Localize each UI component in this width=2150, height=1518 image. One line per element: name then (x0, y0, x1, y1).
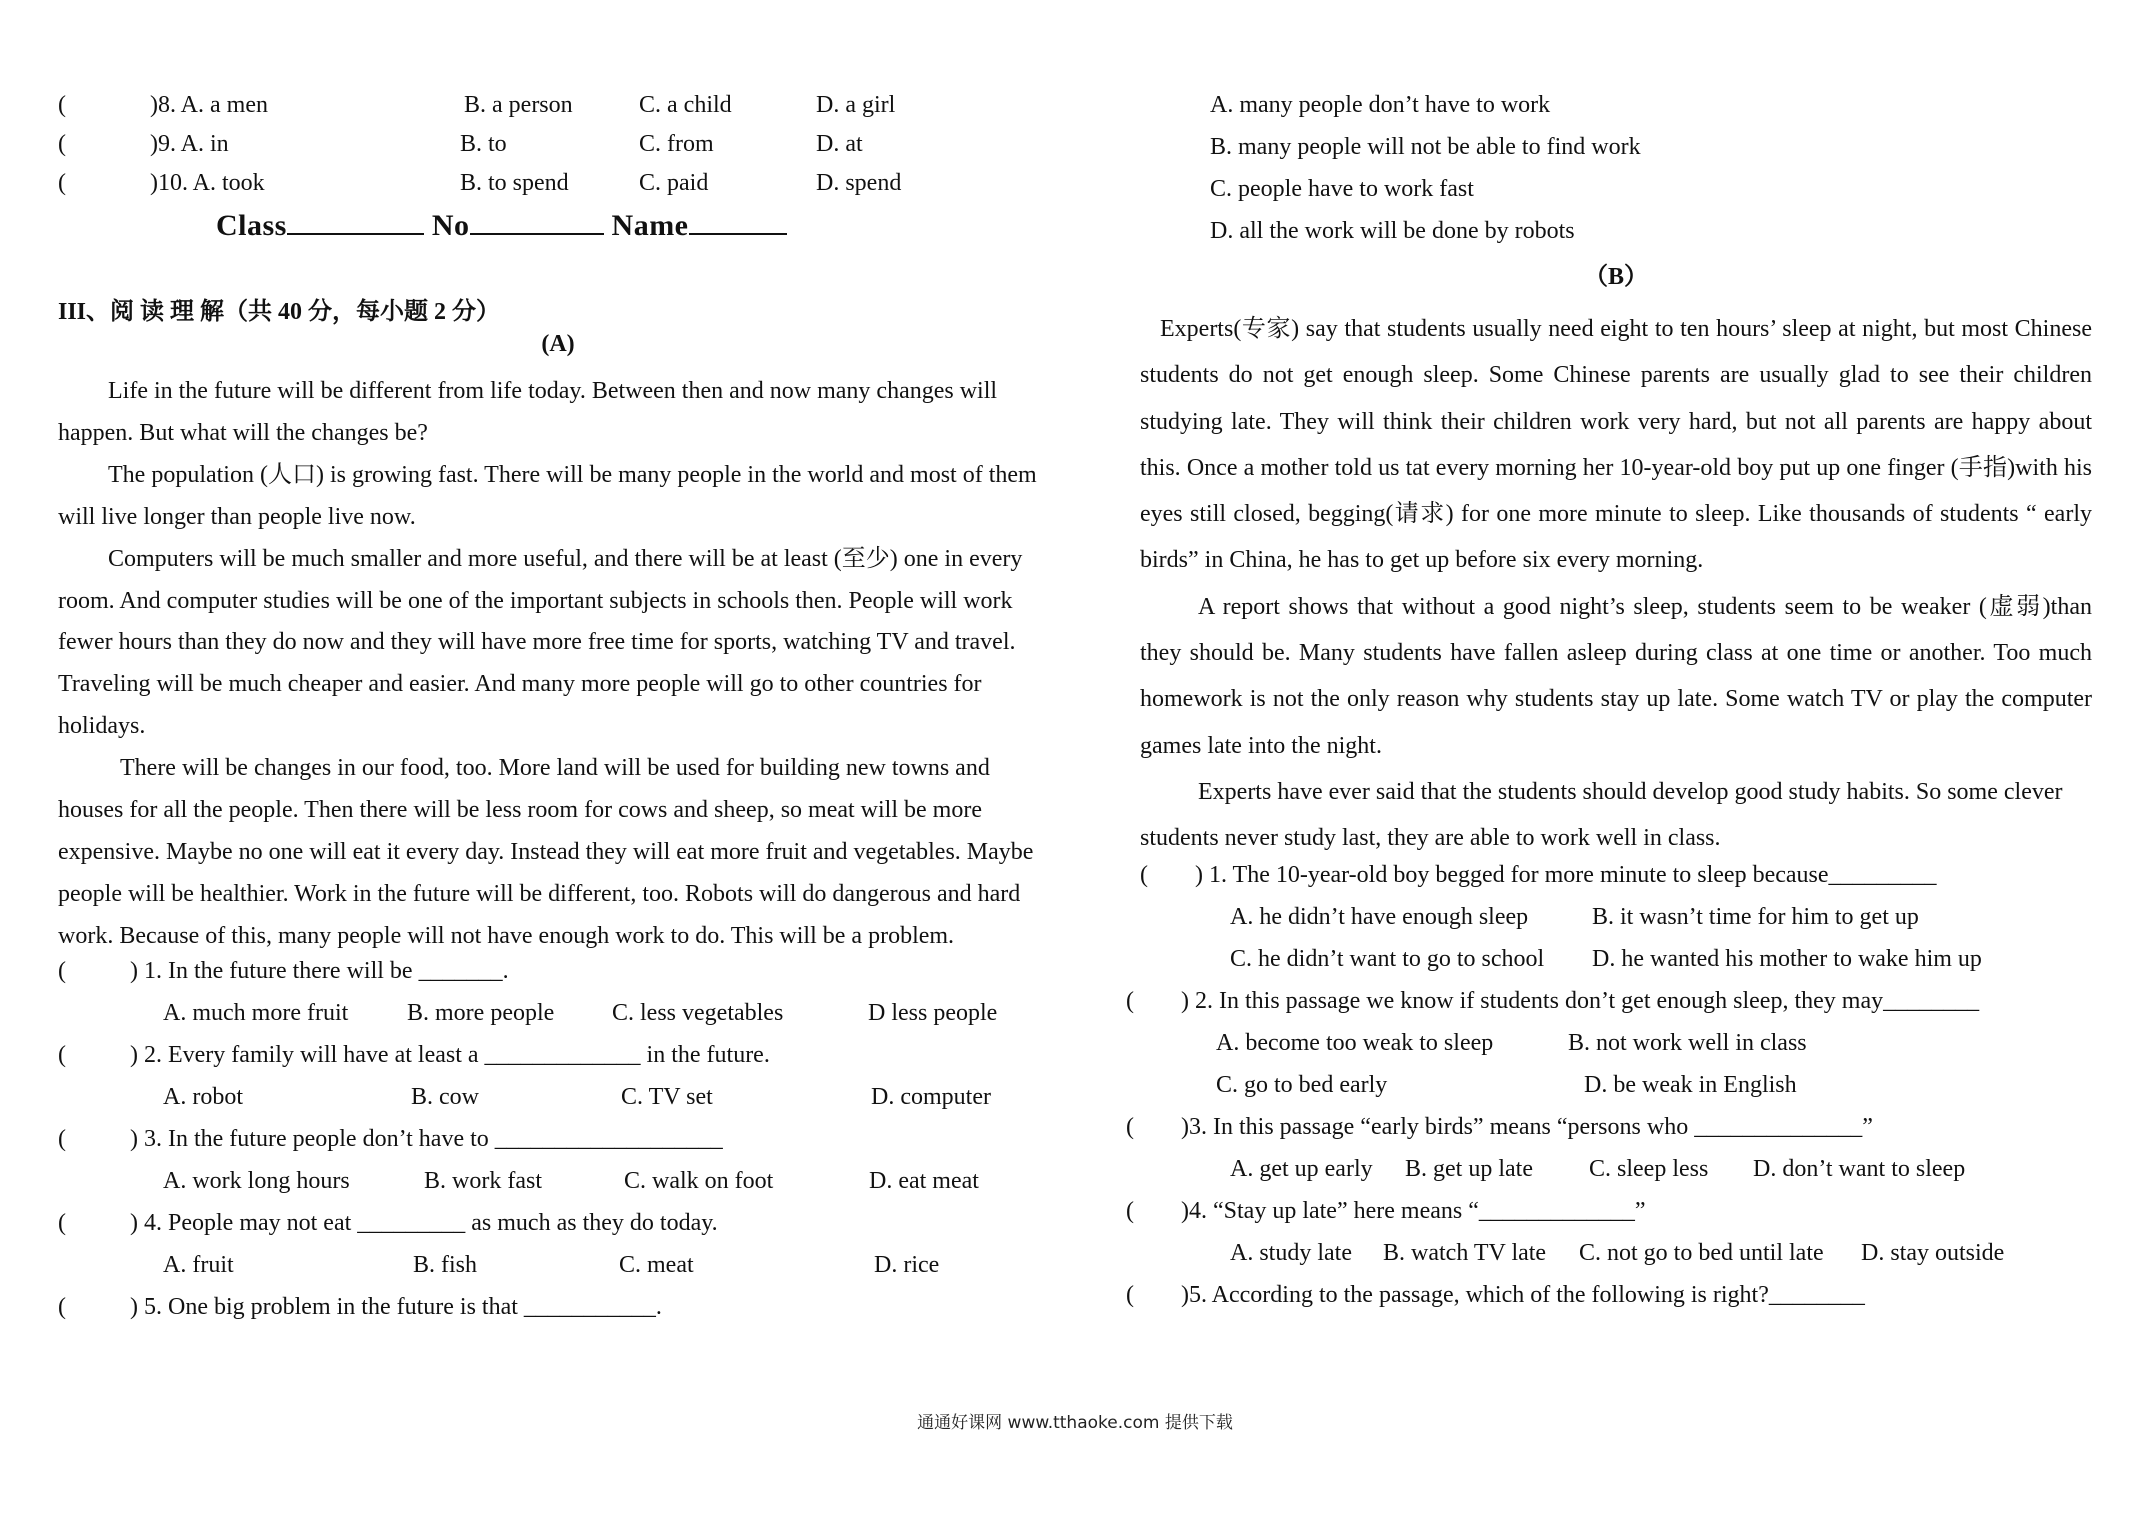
cloze-question-8: ( )8. A. a men B. a person C. a child D. a girl (58, 92, 1058, 131)
question-stem: )5. According to the passage, which of the following is right?________ (1181, 1281, 1865, 1308)
question-stem: ) 5. One big problem in the future is that ___________. (130, 1293, 662, 1320)
cloze-option-a: )9. A. in (150, 131, 229, 157)
question-stem: ) 2. Every family will have at least a _____________ in the future. (130, 1041, 770, 1068)
reading-a-question-1: ( ) 1. In the future there will be _______. A. much more fruit B. more people C. less vegetables D less people (58, 957, 998, 1026)
option-c: C. less vegetables (612, 999, 784, 1026)
option-c: C. not go to bed until late (1579, 1239, 1824, 1266)
cloze-option-c: C. a child (639, 92, 732, 118)
cloze-option-d: D. at (816, 131, 863, 157)
reading-a-question-5-options (1140, 92, 2092, 260)
option-a: A. many people don’t have to work (1210, 92, 1551, 118)
passage-b-paragraph: Experts(专家) say that students usually need eight to ten hours’ sleep at night, but most Chinese students do not get enough sleep. Some Chinese parents are usually glad to see their children studying late. They will think their children work very hard, but not all parents are happy about this. Once a mother told us tat every morning her 10-year-old boy put up one finger (手指)with his eyes still closed, begging(请求) for one more minute to sleep. Like thousands of students “ early birds” in China, he has to get up before six every morning. (1140, 316, 2092, 574)
option-c: C. he didn’t want to go to school (1230, 945, 1545, 972)
question-stem: ) 3. In the future people don’t have to ___________________ (130, 1125, 723, 1152)
option-a: A. much more fruit (163, 999, 349, 1026)
question-stem: )3. In this passage “early birds” means “persons who ______________” (1181, 1113, 1873, 1140)
option-d: D. rice (874, 1251, 940, 1278)
reading-b-question-4: ( )4. “Stay up late” here means “_____________” A. study late B. watch TV late C. not go to bed until late D. stay outside (1126, 1197, 2005, 1266)
reading-a-question-5: ( ) 5. One big problem in the future is that ___________. (58, 1293, 662, 1320)
class-blank[interactable] (287, 207, 424, 235)
number-blank[interactable] (470, 207, 604, 235)
passage-a-title: (A) (541, 331, 575, 357)
option-c: C. go to bed early (1216, 1071, 1388, 1098)
question-stem: ) 1. The 10-year-old boy begged for more minute to sleep because_________ (1195, 861, 1937, 888)
option-a: A. become too weak to sleep (1216, 1029, 1494, 1056)
name-label: Name (611, 209, 689, 242)
option-a: A. fruit (163, 1251, 234, 1278)
class-label: Class (216, 209, 287, 242)
name-blank[interactable] (689, 207, 787, 235)
option-a: A. get up early (1230, 1155, 1373, 1182)
cloze-option-d: D. a girl (816, 92, 896, 118)
option-d: D less people (868, 999, 998, 1026)
option-c: C. meat (619, 1251, 694, 1278)
page-footer: 通通好课网 www.tthaoke.com 提供下载 (917, 1413, 1233, 1433)
option-b: B. it wasn’t time for him to get up (1592, 903, 1919, 930)
option-b: B. many people will not be able to find work (1210, 134, 1641, 160)
option-a: A. study late (1230, 1239, 1352, 1266)
question-stem: ) 2. In this passage we know if students don’t get enough sleep, they may________ (1181, 987, 1980, 1014)
question-stem: ) 4. People may not eat _________ as much as they do today. (130, 1209, 718, 1236)
option-b: B. not work well in class (1568, 1029, 1807, 1056)
passage-a-paragraph: Computers will be much smaller and more useful, and there will be at least (至少) one in every room. And computer studies will be one of the important subjects in schools then. People will work fewer hours than they do now and they will have more free time for sports, watching TV and travel. Traveling will be much cheaper and easier. And many more people will go to other countries for holidays. (58, 545, 1023, 740)
option-d: D. be weak in English (1584, 1071, 1797, 1098)
cloze-option-a: )10. A. took (150, 170, 265, 196)
option-a: A. work long hours (163, 1167, 350, 1194)
option-b: B. work fast (424, 1167, 542, 1194)
passage-a-paragraph: The population (人口) is growing fast. There will be many people in the world and most of them will live longer than people live now. (58, 461, 1037, 530)
cloze-option-b: B. a person (464, 92, 573, 118)
cloze-option-a: )8. A. a men (150, 92, 268, 118)
number-label: No (431, 209, 470, 242)
right-column (1126, 92, 2092, 1324)
reading-b-question-1: ( ) 1. The 10-year-old boy begged for more minute to sleep because_________ A. he didn’t have enough sleep B. it wasn’t time for him to get up C. he didn’t want to go to school D. he wanted his mother to wake him up (1140, 861, 1982, 972)
reading-a-question-4: ( ) 4. People may not eat _________ as much as they do today. A. fruit B. fish C. meat D. rice (58, 1209, 940, 1278)
option-d: D. he wanted his mother to wake him up (1592, 945, 1982, 972)
question-stem: ) 1. In the future there will be _______. (130, 957, 509, 984)
cloze-questions (58, 92, 1058, 209)
passage-b-paragraph: A report shows that without a good night’s sleep, students seem to be weaker (虚弱)than they should be. Many students have fallen asleep during class at one time or another. Too much homework is not the only reason why students stay up late. Some watch TV or play the computer games late into the night. (1140, 593, 2092, 759)
option-c: C. people have to work fast (1210, 176, 1474, 202)
option-d: D. computer (871, 1083, 991, 1110)
cloze-option-b: B. to (460, 131, 507, 157)
option-d: D. don’t want to sleep (1753, 1155, 1966, 1182)
option-c: C. sleep less (1589, 1155, 1709, 1182)
cloze-question-10: ( )10. A. took B. to spend C. paid D. spend (58, 170, 1058, 209)
option-d: D. all the work will be done by robots (1210, 218, 1575, 244)
option-c: C. TV set (621, 1083, 713, 1110)
option-b: B. fish (413, 1251, 478, 1278)
option-d: D. stay outside (1861, 1239, 2005, 1266)
reading-b-question-3: ( )3. In this passage “early birds” means “persons who ______________” A. get up early B. get up late C. sleep less D. don’t want to sleep (1126, 1113, 1966, 1182)
cloze-option-c: C. from (639, 131, 714, 157)
option-b: B. more people (407, 999, 555, 1026)
option-c: C. walk on foot (624, 1167, 774, 1194)
passage-b-paragraph: Experts have ever said that the students should develop good study habits. So some clever students never study last, they are able to work well in class. (1140, 778, 2063, 852)
section-heading: III、阅 读 理 解（共 40 分，每小题 2 分） (58, 299, 501, 325)
option-b: B. watch TV late (1383, 1239, 1547, 1266)
question-stem: )4. “Stay up late” here means “_____________” (1181, 1197, 1646, 1224)
cloze-question-9: ( )9. A. in B. to C. from D. at (58, 131, 1058, 170)
passage-a-paragraph: Life in the future will be different from life today. Between then and now many changes will happen. But what will the changes be? (58, 378, 998, 446)
reading-a-question-3: ( ) 3. In the future people don’t have to ___________________ A. work long hours B. work fast C. walk on foot D. eat meat (58, 1125, 979, 1194)
option-a: A. he didn’t have enough sleep (1230, 903, 1529, 930)
reading-a-question-2: ( ) 2. Every family will have at least a _____________ in the future. A. robot B. cow C. TV set D. computer (58, 1041, 991, 1110)
passage-b-title: （B） (1583, 264, 1648, 290)
option-d: D. eat meat (869, 1167, 979, 1194)
reading-b-question-5: ( )5. According to the passage, which of the following is right?________ (1126, 1281, 1865, 1308)
cloze-option-c: C. paid (639, 170, 709, 196)
option-b: B. cow (411, 1083, 479, 1110)
option-a: A. robot (163, 1083, 243, 1110)
student-info-line (216, 207, 1058, 251)
passage-a-paragraph: There will be changes in our food, too. More land will be used for building new towns and houses for all the people. Then there will be less room for cows and sheep, so meat will be more expensive. Maybe no one will eat it every day. Instead they will eat more fruit and vegetables. Maybe people will be healthier. Work in the future will be different, too. Robots will do dangerous and hard work. Because of this, many people will not have enough work to do. This will be a problem. (58, 755, 1034, 949)
cloze-option-b: B. to spend (460, 170, 569, 196)
left-column (58, 92, 1058, 1336)
cloze-option-d: D. spend (816, 170, 902, 196)
reading-b-question-2: ( ) 2. In this passage we know if students don’t get enough sleep, they may________ A. become too weak to sleep B. not work well in class C. go to bed early D. be weak in English (1126, 987, 1980, 1098)
option-b: B. get up late (1405, 1155, 1533, 1182)
